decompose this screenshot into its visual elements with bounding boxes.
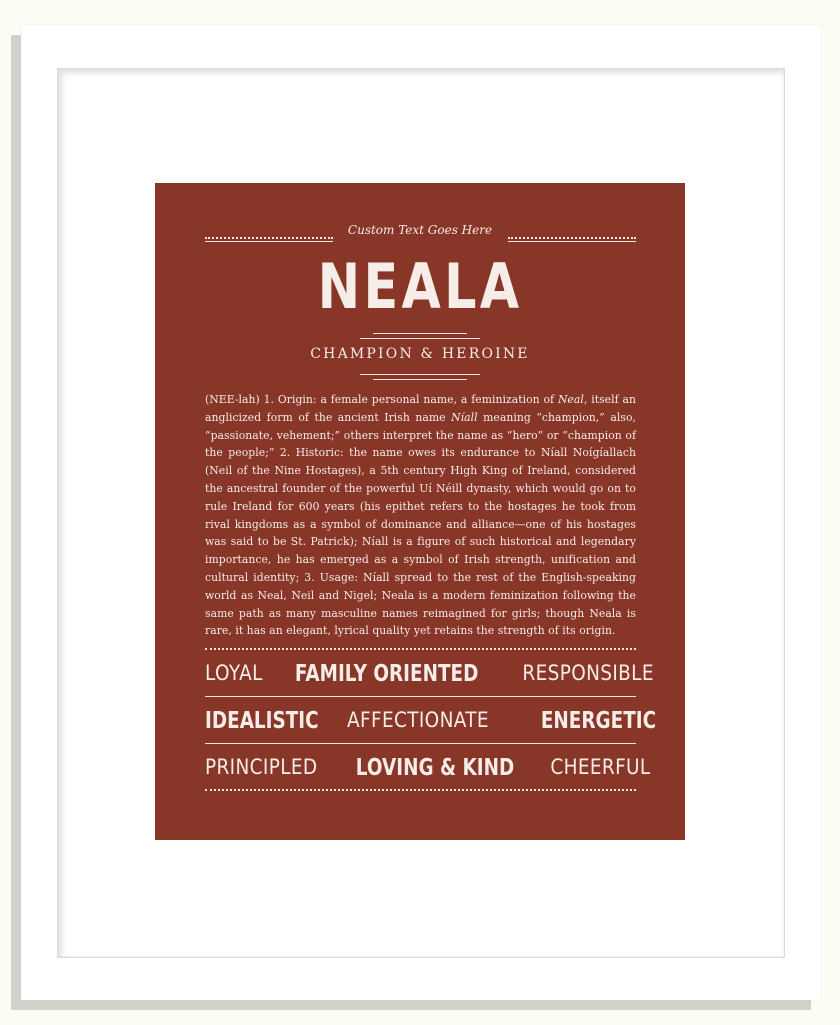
name-underline-1 [373,333,467,334]
trait-energetic: ENERGETIC [540,708,657,734]
definition-text-2: , itself an anglicized form of the ancient Irish name [205,393,636,424]
traits-divider-1 [205,696,636,697]
definition-text-3: meaning “champion,” also, “passionate, vehement;” others interpret the name as “hero” or “champion of the people;” 2. Historic: the name owes its endurance to Níall Noígíallach (Neil of the Nine Hostages), a 5th century High King of Ireland, considered the ancestral founder of the powerful Uí Néill dynasty, which would go on to rule Ireland for 600 years (his epithet refers to the hostages he took from rival kingdoms as a symbol of dominance and alliance—one of his hostages was said to be St. Patrick); Níall is a figure of such historical and legendary importance, he has emerged as a symbol of Irish strength, unification and cultural identity; 3. Usage: Níall spread to the rest of the English-speaking world as Neal, Neil and Nigel; Neala is a modern feminization following the same path as many masculine names reimagined for girls; though Neala is rare, it has an elegant, lyrical quality yet retains the strength of its origin. [205,410,636,638]
definition-italic-neal: Neal [557,393,584,406]
definition-italic-niall: Níall [451,410,478,424]
name-title: NEALA [317,250,523,323]
trait-row-2 [205,703,657,739]
top-left-thin-divider [205,241,333,242]
trait-affectionate: AFFECTIONATE [347,708,490,733]
custom-text: Custom Text Goes Here [347,223,493,237]
meaning-underline-1 [360,374,480,375]
name-art-print [155,183,685,840]
top-left-dotted-divider [205,237,333,239]
top-right-thin-divider [508,241,636,242]
trait-row-3 [205,750,651,786]
trait-cheerful: CHEERFUL [550,755,651,780]
name-underline-2 [360,338,480,339]
trait-responsible: RESPONSIBLE [522,661,655,686]
name-meaning: CHAMPION & HEROINE [310,346,530,362]
trait-principled: PRINCIPLED [205,755,318,780]
traits-divider-2 [205,743,636,744]
trait-family-oriented: FAMILY ORIENTED [295,661,479,687]
meaning-underline-2 [373,379,467,380]
traits-bottom-dotted-divider [205,789,636,791]
name-definition [205,391,636,640]
definition-text-1: (NEE-lah) 1. Origin: a female personal name, a feminization of [205,393,558,406]
trait-row-1 [205,656,655,692]
trait-loving-kind: LOVING & KIND [355,755,515,781]
trait-loyal: LOYAL [205,661,263,686]
traits-top-dotted-divider [205,648,636,650]
trait-idealistic: IDEALISTIC [205,708,319,734]
top-right-dotted-divider [508,237,636,239]
